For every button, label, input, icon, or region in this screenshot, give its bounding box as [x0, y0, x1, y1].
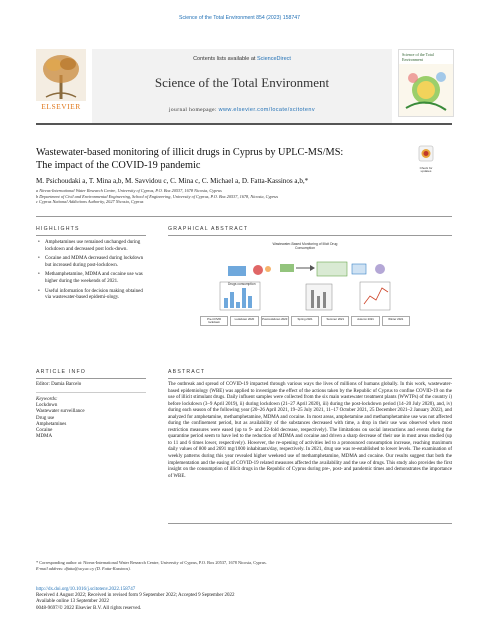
article-info-rule	[36, 378, 146, 379]
highlight-item: • Methamphetamine, MDMA and cocaine use was higher during the weekends of 2021.	[45, 272, 148, 285]
highlight-item: • Cocaine and MDMA decreased during lockdown but increased during post-lockdown.	[45, 256, 148, 269]
cover-title: Science of the Total Environment	[402, 52, 434, 62]
abstract-rule	[168, 378, 452, 379]
highlight-item: • Amphetamines use remained unchanged during lockdown and decreased post lock-down.	[45, 240, 148, 253]
diagram-title: Wastewater-Based Monitoring of Illicit Drug Consumption	[272, 242, 338, 250]
period-cell: Pre-COVID lockdown	[200, 316, 228, 326]
header-rule	[36, 123, 452, 125]
available-online: Available online 13 September 2022	[36, 599, 109, 605]
period-cell: Summer 2021	[321, 316, 349, 326]
highlights-rule	[36, 235, 146, 236]
affiliation-c: c Cyprus National Addictions Authority, 2027 Nicosia, Cyprus	[36, 199, 144, 205]
cover-flower-icon	[401, 68, 451, 114]
periods-row	[200, 316, 410, 326]
period-cell: Post-lockdown 2020	[261, 316, 289, 326]
sciencedirect-link[interactable]: ScienceDirect	[256, 56, 291, 62]
elsevier-tree-icon	[36, 49, 86, 101]
editor-line: Editor: Damia Barcelo	[36, 382, 82, 387]
keyword[interactable]: MDMA	[36, 434, 53, 440]
affiliation-b: b Department of Civil and Environmental Engineering, School of Engineering, University of Cyprus, P.O. Box 20537, 1678, Nicosia, Cyprus	[36, 193, 279, 199]
journal-cover[interactable]	[398, 49, 454, 117]
abstract-heading: ABSTRACT	[168, 369, 206, 375]
keyword[interactable]: Drug use	[36, 415, 55, 421]
period-cell: Lockdown 2020	[230, 316, 258, 326]
divider	[36, 216, 452, 217]
keyword[interactable]: Wastewater surveillance	[36, 409, 85, 415]
highlights-heading: HIGHLIGHTS	[36, 226, 80, 232]
abstract-end-rule	[168, 523, 452, 524]
copyright: 0048-9697/© 2022 Elsevier B.V. All rights reserved.	[36, 605, 142, 611]
highlight-item: • Useful information for decision making obtained via wastewater-based epidemi-ology.	[45, 289, 148, 302]
journal-header	[36, 49, 452, 127]
journal-reference[interactable]: Science of the Total Environment 854 (2023) 158747	[178, 15, 301, 21]
affiliation-a: a Nireas-International Water Research Centre, University of Cyprus, P.O. Box 20537, 1678 Nicosia, Cyprus	[36, 188, 222, 193]
keyword[interactable]: Cocaine	[36, 428, 53, 434]
publisher-name: ELSEVIER	[41, 102, 81, 111]
drugs-consumption-label: Drugs consumption	[228, 282, 256, 286]
keywords	[36, 397, 146, 440]
authors	[36, 177, 452, 185]
abstract-text: The outbreak and spread of COVID-19 impacted through various ways the lives of millions of humans globally. In this work, wastewater-based epidemiology (WBE) was applied to investigate the effect of the actions taken by the Republic of Cyprus to confine COVID-19 on the use of illicit stimulant drugs. Daily influent samples were collected from the six main wastewater treatment plants (WWTPs) of the country i) before lockdown (3–9 April 2019), ii) during lockdown (21–27 April 2020), iii) during the post-lockdown period (14–20 July 2020), and, iv) during each season of the following year (20–26 April 2021, 19–25 July 2021, 11–17 October 2021, 25 December 2021–2 January 2022), and analyzed for amphetamine, methamphetamine, MDMA and cocaine. In most areas, amphetamine and methamphetamine use was not affected during the confinement period, but as availability of the substances decreased with time, a drop in their use was observed when most restriction measures were eased (up to 9- and 22-fold decrease, respectively). The limitations on social interactions and events during the quarantine period seem to have led to the reduction of MDMA and cocaine and driven a sharp decrease of their use in most areas studied (up to 11 and 6 times lower, respectively). However, the re-opening of activities led to a pronounced consumption increase, reaching maximum daily values of 800 and 2691 mg/1000 inhabitants/day, respectively. In 2021, drug use was re-established to lower levels. The examination of weekly patterns during this year revealed higher weekend use of methamphetamine, MDMA and cocaine. Our results suggest that both the implementation and the easing of COVID-19 related measures affected the availability and the use of drugs. This study also provides the first insight on the consumption of illicit drugs in the Republic of Cyprus during pre-, post- and pandemic times and demonstrates the importance of WBE.	[168, 382, 452, 479]
author-list: M. Psichoudaki a, T. Mina a,b, M. Savvidou c, C. Mina c, C. Michael a, D. Fatta-Kassinos a,b,*	[36, 177, 309, 185]
article-title	[36, 146, 406, 172]
graphical-abstract-figure[interactable]	[207, 242, 410, 344]
title-line-1: Wastewater-based monitoring of illicit drugs in Cyprus by UPLC-MS/MS:	[36, 147, 344, 158]
doi-link[interactable]: http://dx.doi.org/10.1016/j.scitotenv.2022.158747	[36, 587, 136, 592]
keyword[interactable]: Lockdown	[36, 403, 58, 409]
homepage-line	[92, 107, 392, 113]
keywords-label: Keywords:	[36, 397, 58, 402]
check-updates-label: Check for updates	[419, 166, 433, 174]
period-cell: Autumn 2021	[351, 316, 379, 326]
homepage-label: journal homepage:	[168, 107, 219, 113]
article-info-heading: ARTICLE INFO	[36, 369, 87, 375]
editor-rule	[36, 392, 146, 393]
keyword[interactable]: Amphetamines	[36, 421, 67, 427]
period-cell: Spring 2021	[291, 316, 319, 326]
corresponding-author: * Corresponding author at: Nireas-International Water Research Centre, University of Cyprus, P.O. Box 20537, 1678 Nicosia, Cyprus.	[36, 560, 267, 565]
title-band	[92, 49, 392, 123]
affiliations	[36, 188, 452, 205]
title-line-2: The impact of the COVID-19 pandemic	[36, 160, 201, 171]
elsevier-logo	[36, 49, 86, 111]
graphical-abstract-heading: GRAPHICAL ABSTRACT	[168, 226, 249, 232]
period-cell: Winter 2021	[382, 316, 410, 326]
homepage-link[interactable]: www.elsevier.com/locate/scitotenv	[218, 107, 316, 113]
email-address: E-mail address: dfatta@ucy.ac.cy (D. Fatta-Kassinos).	[36, 565, 131, 571]
check-for-updates-button[interactable]	[415, 145, 437, 174]
contents-line	[92, 56, 392, 62]
journal-title: Science of the Total Environment	[154, 75, 330, 90]
received-dates: Received 4 August 2022; Received in revised form 9 September 2022; Accepted 9 September 2022	[36, 593, 235, 599]
contents-text: Contents lists available at	[193, 56, 257, 62]
footnote	[36, 560, 452, 571]
check-updates-icon	[415, 145, 437, 162]
highlights-list	[38, 240, 148, 305]
graphical-abstract-rule	[168, 235, 452, 236]
footer	[36, 587, 452, 612]
